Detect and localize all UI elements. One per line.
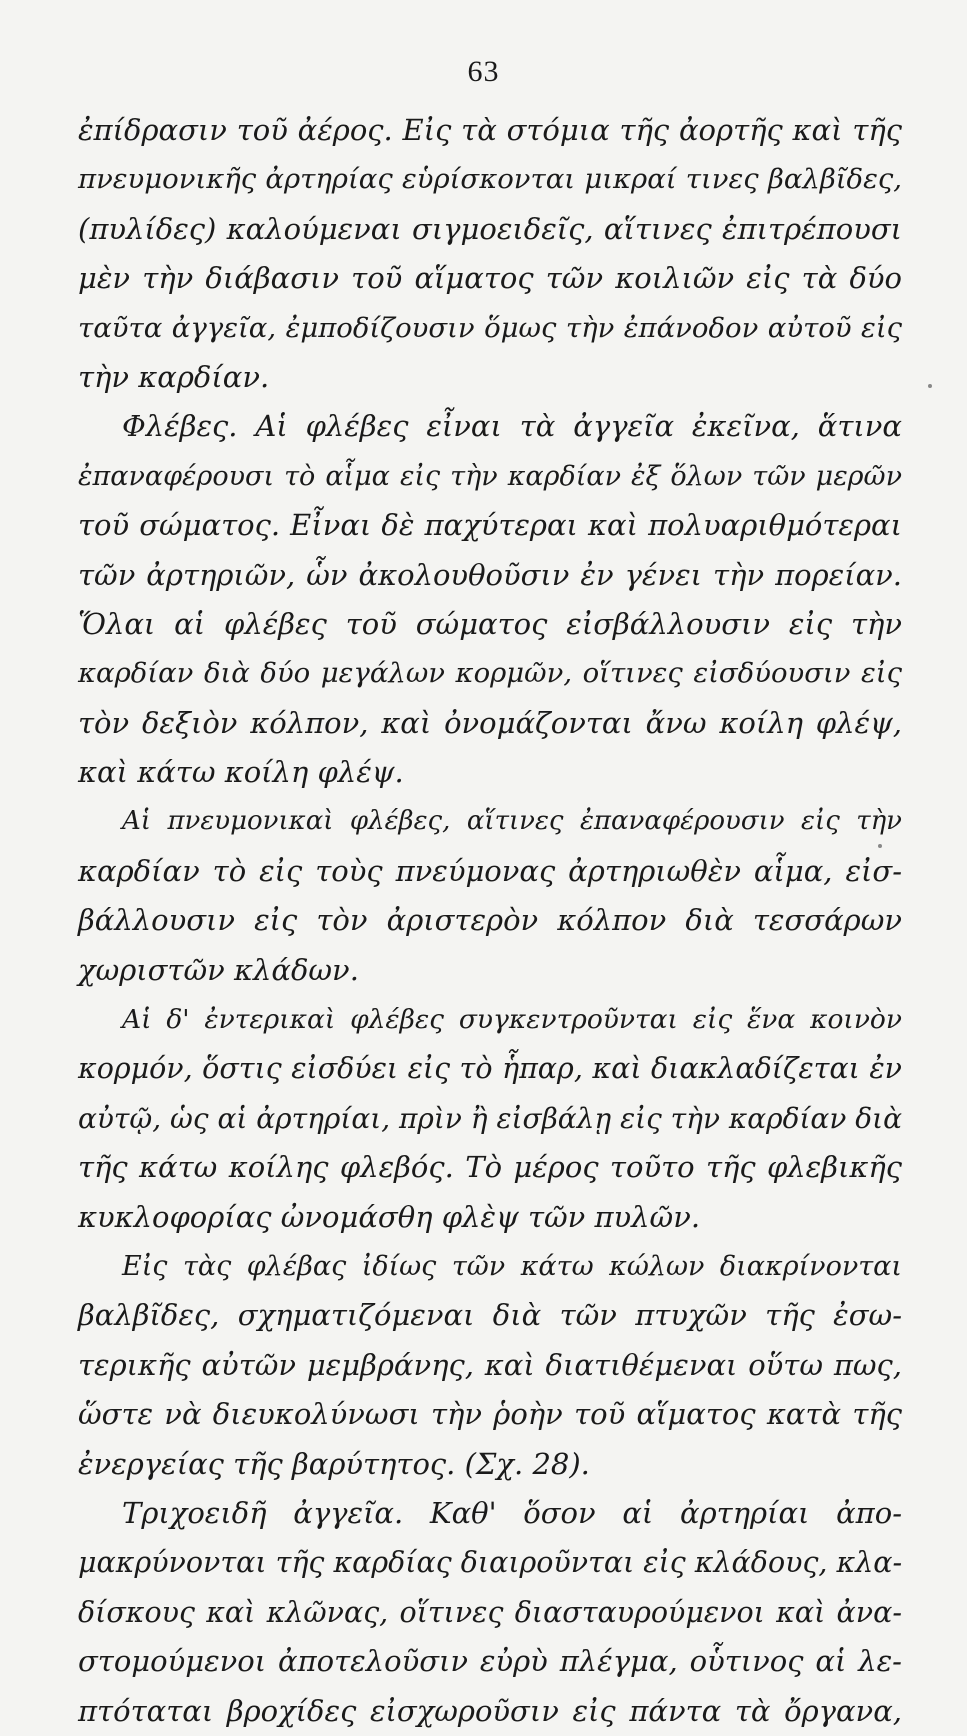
text-line: μὲν τὴν διάβασιν τοῦ αἵματος τῶν κοιλιῶν εἰς τὰ δύο xyxy=(78,261,902,296)
body-text xyxy=(78,106,902,1736)
text-line: Τριχοειδῆ ἀγγεῖα. Καθ' ὅσον αἱ ἀρτηρίαι ἀπο- xyxy=(122,1495,902,1530)
speck-mark xyxy=(928,384,932,388)
text-line: βάλλουσιν εἰς τὸν ἀριστερὸν κόλπον διὰ τεσσάρων xyxy=(78,903,902,938)
text-line: ταῦτα ἀγγεῖα, ἐμποδίζουσιν ὅμως τὴν ἐπάνοδον αὐτοῦ εἰς xyxy=(78,311,902,344)
text-line: ἐπαναφέρουσι τὸ αἷμα εἰς τὴν καρδίαν ἐξ ὅλων τῶν μερῶν xyxy=(78,460,902,492)
text-line: τὴν καρδίαν. xyxy=(78,359,270,394)
text-line: κυκλοφορίας ὠνομάσθη φλὲψ τῶν πυλῶν. xyxy=(78,1199,701,1234)
text-line: Αἱ δ' ἐντερικαὶ φλέβες συγκεντροῦνται εἰς ἕνα κοινὸν xyxy=(122,1004,902,1036)
text-line: αὐτῷ, ὡς αἱ ἀρτηρίαι, πρὶν ἢ εἰσβάλῃ εἰς τὴν καρδίαν διὰ xyxy=(78,1101,903,1135)
text-line: δίσκους καὶ κλῶνας, οἵτινες διασταυρούμενοι καὶ ἀνα- xyxy=(78,1595,902,1629)
text-line: Φλέβες. Αἱ φλέβες εἶναι τὰ ἀγγεῖα ἐκεῖνα, ἅτινα xyxy=(122,409,902,444)
text-line: Αἱ πνευμονικαὶ φλέβες, αἵτινες ἐπαναφέρουσιν εἰς τὴν xyxy=(122,806,902,837)
text-line: Ὅλαι αἱ φλέβες τοῦ σώματος εἰσβάλλουσιν εἰς τὴν xyxy=(78,606,902,641)
text-line: Εἰς τὰς φλέβας ἰδίως τῶν κάτω κώλων διακρίνονται xyxy=(122,1250,902,1282)
text-line: ἐπίδρασιν τοῦ ἀέρος. Εἰς τὰ στόμια τῆς ἀορτῆς καὶ τῆς xyxy=(78,113,902,147)
text-line: πνευμονικῆς ἀρτηρίας εὑρίσκονται μικραί τινες βαλβῖδες, xyxy=(78,163,902,196)
text-line: τὸν δεξιὸν κόλπον, καὶ ὀνομάζονται ἄνω κοίλη φλέψ, xyxy=(78,705,902,740)
text-line: ὥστε νὰ διευκολύνωσι τὴν ῥοὴν τοῦ αἵματος κατὰ τῆς xyxy=(78,1397,902,1432)
text-line: πτόταται βροχίδες εἰσχωροῦσιν εἰς πάντα τὰ ὄργανα, xyxy=(78,1693,902,1728)
text-line: καρδίαν διὰ δύο μεγάλων κορμῶν, οἵτινες εἰσδύουσιν εἰς xyxy=(78,657,902,690)
text-line: ἐνεργείας τῆς βαρύτητος. (Σχ. 28). xyxy=(78,1446,590,1481)
text-line: (πυλίδες) καλούμεναι σιγμοειδεῖς, αἵτινες ἐπιτρέπουσι xyxy=(78,211,902,246)
page-number: 63 xyxy=(467,55,500,88)
text-line: τῶν ἀρτηριῶν, ὧν ἀκολουθοῦσιν ἐν γένει τὴν πορείαν. xyxy=(78,557,902,592)
text-line: καρδίαν τὸ εἰς τοὺς πνεύμονας ἀρτηριωθὲν αἷμα, εἰσ- xyxy=(78,853,902,888)
text-line: βαλβῖδες, σχηματιζόμεναι διὰ τῶν πτυχῶν τῆς ἐσω- xyxy=(78,1298,902,1333)
text-line: τοῦ σώματος. Εἶναι δὲ παχύτεραι καὶ πολυαριθμότεραι xyxy=(78,508,902,543)
text-line: χωριστῶν κλάδων. xyxy=(78,952,359,987)
text-line: τερικῆς αὐτῶν μεμβράνης, καὶ διατιθέμεναι οὕτω πως, xyxy=(78,1347,902,1382)
speck-mark xyxy=(878,844,882,848)
text-line: κορμόν, ὅστις εἰσδύει εἰς τὸ ἧπαρ, καὶ διακλαδίζεται ἐν xyxy=(78,1052,902,1086)
text-line: μακρύνονται τῆς καρδίας διαιροῦνται εἰς κλάδους, κλα- xyxy=(78,1546,903,1580)
text-line: στομούμενοι ἀποτελοῦσιν εὐρὺ πλέγμα, οὗτινος αἱ λε- xyxy=(78,1644,902,1679)
text-line: καὶ κάτω κοίλη φλέψ. xyxy=(78,755,404,790)
text-line: τῆς κάτω κοίλης φλεβός. Τὸ μέρος τοῦτο τῆς φλεβικῆς xyxy=(78,1150,902,1185)
